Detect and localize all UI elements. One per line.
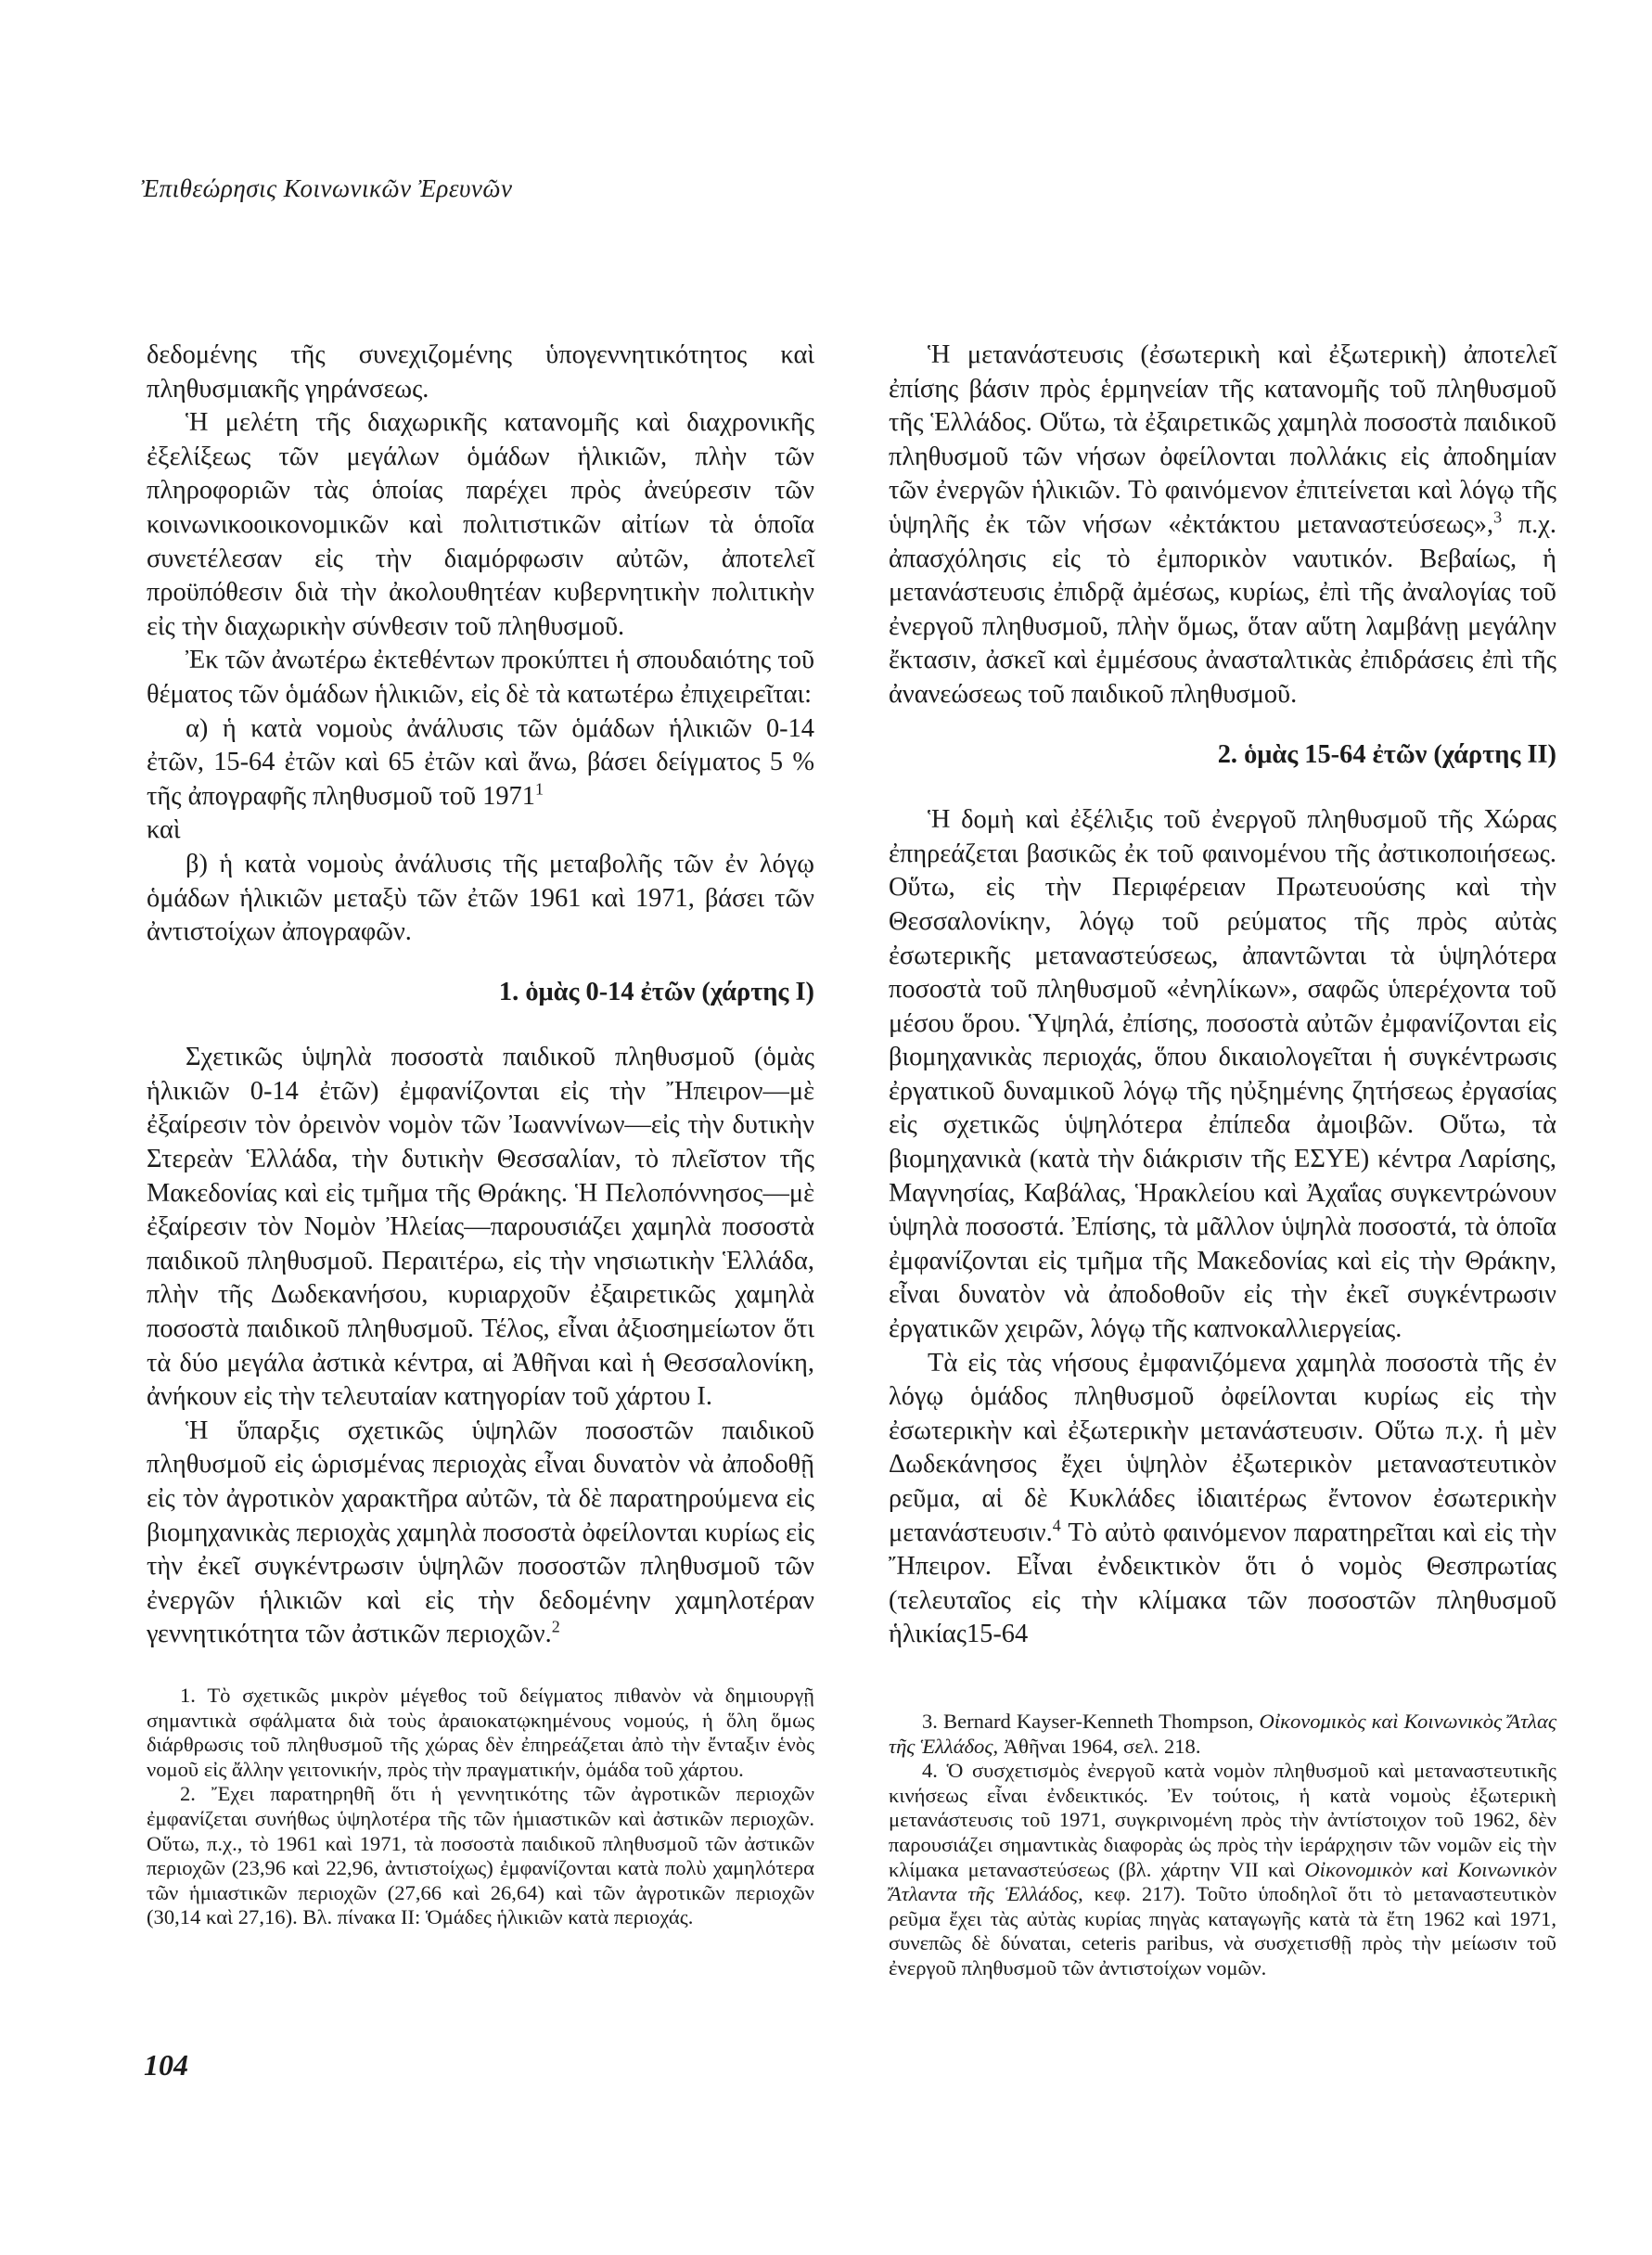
footnote: 1. Τὸ σχετικῶς μικρὸν μέγεθος τοῦ δείγματος πιθανὸν νὰ δημιουργῇ σημαντικὰ σφάλματα διὰ τοὺς ἀραιοκατῳκημένους νομούς, ἡ ὅλη ὅμως διάρθρωσις τοῦ πληθυσμοῦ τῆς χώρας δὲν ἐπηρεάζεται ἀπὸ τὴν ἔνταξιν ἑνὸς νομοῦ εἰς ἄλλην γειτονικήν, πρὸς τὴν πραγματικήν, ὁμάδα τοῦ χάρτου. xyxy=(147,1683,814,1781)
footnote-text: , Ἀθῆναι 1964, σελ. 218. xyxy=(992,1734,1201,1758)
footnote-text: 4. Ὁ συσχετισμὸς ἐνεργοῦ κατὰ νομὸν πληθυσμοῦ καὶ μεταναστευτικῆς κινήσεως εἶναι ἐνδεικτικός. Ἐν τούτοις, ἡ κατὰ νομοὺς ἐξωτερικὴ μετανάστευσις τοῦ 1971, συγκρινομένη πρὸς τὴν ἀντίστοιχον τοῦ 1962, δὲν παρουσιάζει σημαντικὰς διαφορὰς ὡς πρὸς τὴν ἱεράρχησιν τῶν νομῶν εἰς τὴν κλίμακα μεταναστεύσεως (βλ. χάρτην VII καὶ xyxy=(889,1759,1556,1881)
book-title: Οἰκονομικὸς καὶ Κοινωνικὸς Ἄτλας τῆς Ἑλλάδος xyxy=(889,1709,1556,1758)
book-title: Οἰκονομικὸν καὶ Κοινωνικὸν Ἄτλαντα τῆς Ἑλλάδος xyxy=(889,1857,1556,1906)
paragraph-text: π.χ. ἀπασχόλησις εἰς τὸ ἐμπορικὸν ναυτικόν. Βεβαίως, ἡ μετανάστευσις ἐπιδρᾷ ἀμέσως, κυρίως, ἐπὶ τῆς ἀναλογίας τοῦ ἐνεργοῦ πληθυσμοῦ, πλὴν ὅμως, ὅταν αὕτη λαμβάνῃ μεγάλην ἔκτασιν, ἀσκεῖ καὶ ἐμμέσους ἀνασταλτικὰς ἐπιδράσεις ἐπὶ τῆς ἀνανεώσεως τοῦ παιδικοῦ πληθυσμοῦ. xyxy=(889,509,1556,709)
paragraph xyxy=(889,1347,1556,1652)
paragraph-text: καὶ xyxy=(147,815,181,845)
footnote: 2. Ἔχει παρατηρηθῆ ὅτι ἡ γεννητικότης τῶν ἀγροτικῶν περιοχῶν ἐμφανίζεται συνήθως ὑψηλοτέρα τῆς τῶν ἡμιαστικῶν καὶ ἀστικῶν περιοχῶν. Οὕτω, π.χ., τὸ 1961 καὶ 1971, τὰ ποσοστὰ παιδικοῦ πληθυσμοῦ τῶν ἀστικῶν περιοχῶν (23,96 καὶ 22,96, ἀντιστοίχως) ἐμφανίζονται κατὰ πολὺ χαμηλότερα τῶν ἡμιαστικῶν περιοχῶν (27,66 καὶ 26,64) καὶ τῶν ἀγροτικῶν περιοχῶν (30,14 καὶ 27,16). Βλ. πίνακα ΙΙ: Ὁμάδες ἡλικιῶν κατὰ περιοχάς. xyxy=(147,1782,814,1929)
footnotes xyxy=(889,1710,1556,1981)
paragraph: β) ἡ κατὰ νομοὺς ἀνάλυσις τῆς μεταβολῆς τῶν ἐν λόγῳ ὁμάδων ἡλικιῶν μεταξὺ τῶν ἐτῶν 1961 καὶ 1971, βάσει τῶν ἀντιστοίχων ἀπογραφῶν. xyxy=(147,849,814,947)
paragraph: Ἡ δομὴ καὶ ἐξέλιξις τοῦ ἐνεργοῦ πληθυσμοῦ τῆς Χώρας ἐπηρεάζεται βασικῶς ἐκ τοῦ φαινομένου τῆς ἀστικοποιήσεως. Οὕτω, εἰς τὴν Περιφέρειαν Πρωτευούσης καὶ τὴν Θεσσαλονίκην, λόγῳ τοῦ ρεύματος τῆς πρὸς αὐτὰς ἐσωτερικῆς μεταναστεύσεως, ἀπαντῶνται τὰ ὑψηλότερα ποσοστὰ τοῦ πληθυσμοῦ «ἐνηλίκων», σαφῶς ὑπερέχοντα τοῦ μέσου ὅρου. Ὑψηλά, ἐπίσης, ποσοστὰ αὐτῶν ἐμφανίζονται εἰς βιομηχανικὰς περιοχάς, ὅπου δικαιολογεῖται ἡ συγκέντρωσις ἐργατικοῦ δυναμικοῦ λόγῳ τῆς ηὐξημένης ζητήσεως ἐργασίας εἰς σχετικῶς ὑψηλότερα ἐπίπεδα ἀμοιβῶν. Οὕτω, τὰ βιομηχανικὰ (κατὰ τὴν διάκρισιν τῆς ΕΣΥΕ) κέντρα Λαρίσης, Μαγνησίας, Καβάλας, Ἡρακλείου καὶ Ἀχαΐας συγκεντρώνουν ὑψηλὰ ποσοστά. Ἐπίσης, τὰ μᾶλλον ὑψηλὰ ποσοστά, τὰ ὁποῖα ἐμφανίζονται εἰς τμῆμα τῆς Μακεδονίας καὶ εἰς τὴν Θράκην, εἶναι δυνατὸν νὰ ἀποδοθοῦν εἰς τὴν ἐκεῖ συγκέντρωσιν ἐργατικῶν χειρῶν, λόγῳ τῆς καπνοκαλλιεργείας. xyxy=(889,805,1556,1344)
paragraph xyxy=(889,339,1556,712)
footnote-ref: 2 xyxy=(551,1617,560,1636)
footnote xyxy=(889,1710,1556,1759)
paragraph xyxy=(147,1415,814,1652)
footnote-text: , κεφ. 217). Τοῦτο ὑποδηλοῖ ὅτι τὸ μεταναστευτικὸν ρεῦμα ἔχει τὰς αὐτὰς κυρίας πηγὰς καταγωγῆς κατὰ τὰ ἔτη 1962 καὶ 1971, συνεπῶς δὲ δύναται, ceteris paribus, νὰ συσχετισθῇ πρὸς τὴν μείωσιν τοῦ ἐνεργοῦ πληθυσμοῦ τῶν ἀντιστοίχων νομῶν. xyxy=(889,1882,1556,1980)
page-number: 104 xyxy=(144,2048,188,2082)
right-column xyxy=(889,339,1556,1981)
paragraph-text: Ἡ μετανάστευσις (ἐσωτερικὴ καὶ ἐξωτερικὴ) ἀποτελεῖ ἐπίσης βάσιν πρὸς ἑρμηνείαν τῆς κατανομῆς τοῦ πληθυσμοῦ τῆς Ἑλλάδος. Οὕτω, τὰ ἐξαιρετικῶς χαμηλὰ ποσοστὰ παιδικοῦ πληθυσμοῦ τῶν νήσων ὀφείλονται πολλάκις εἰς ἀποδημίαν τῶν ἐνεργῶν ἡλικιῶν. Τὸ φαινόμενον ἐπιτείνεται καὶ λόγῳ τῆς ὑψηλῆς ἐκ τῶν νήσων «ἐκτάκτου μεταναστεύσεως», xyxy=(889,340,1556,539)
paragraph: Ἐκ τῶν ἀνωτέρω ἐκτεθέντων προκύπτει ἡ σπουδαιότης τοῦ θέματος τῶν ὁμάδων ἡλικιῶν, εἰς δὲ τὰ κατωτέρω ἐπιχειρεῖται: xyxy=(147,646,814,709)
paragraph: δεδομένης τῆς συνεχιζομένης ὑπογεννητικότητος καὶ πληθυσμιακῆς γηράνσεως. xyxy=(147,340,814,404)
journal-title: Ἐπιθεώρησις Κοινωνικῶν Ἐρευνῶν xyxy=(141,174,513,202)
paragraph: Ἡ μελέτη τῆς διαχωρικῆς κατανομῆς καὶ διαχρονικῆς ἐξελίξεως τῶν μεγάλων ὁμάδων ἡλικιῶν, πλὴν τῶν πληροφοριῶν τὰς ὁποίας παρέχει πρὸς ἀνεύρεσιν τῶν κοινωνικοοικονομικῶν καὶ πολιτιστικῶν αἰτίων τὰ ὁποῖα συνετέλεσαν εἰς τὴν διαμόρφωσιν αὐτῶν, ἀποτελεῖ προϋπόθεσιν διὰ τὴν ἀκολουθητέαν κυβερνητικὴν πολιτικὴν εἰς τὴν διαχωρικὴν σύνθεσιν τοῦ πληθυσμοῦ. xyxy=(147,408,814,641)
footnotes xyxy=(147,1684,814,1930)
paragraph: Σχετικῶς ὑψηλὰ ποσοστὰ παιδικοῦ πληθυσμοῦ (ὁμὰς ἡλικιῶν 0-14 ἐτῶν) ἐμφανίζονται εἰς τὴν Ἤπειρον—μὲ ἐξαίρεσιν τὸν ὀρεινὸν νομὸν τῶν Ἰωαννίνων—εἰς τὴν δυτικὴν Στερεὰν Ἑλλάδα, τὴν δυτικὴν Θεσσαλίαν, τὸ πλεῖστον τῆς Μακεδονίας καὶ εἰς τμῆμα τῆς Θράκης. Ἡ Πελοπόννησος—μὲ ἐξαίρεσιν τὸν Νομὸν Ἠλείας—παρουσιάζει χαμηλὰ ποσοστὰ παιδικοῦ πληθυσμοῦ. Περαιτέρω, εἰς τὴν νησιωτικὴν Ἑλλάδα, πλὴν τῆς Δωδεκανήσου, κυριαρχοῦν ἐξαιρετικῶς χαμηλὰ ποσοστὰ παιδικοῦ πληθυσμοῦ. Τέλος, εἶναι ἀξιοσημείωτον ὅτι τὰ δύο μεγάλα ἀστικὰ κέντρα, αἱ Ἀθῆναι καὶ ἡ Θεσσαλονίκη, ἀνήκουν εἰς τὴν τελευταίαν κατηγορίαν τοῦ χάρτου Ι. xyxy=(147,1043,814,1412)
paragraph-text: Τὸ αὐτὸ φαινόμενον παρατηρεῖται καὶ εἰς τὴν Ἤπειρον. Εἶναι ἐνδεικτικὸν ὅτι ὁ νομὸς Θεσπρωτίας (τελευταῖος εἰς τὴν κλίμακα τῶν ποσοστῶν πληθυσμοῦ ἡλικίας15-64 xyxy=(889,1518,1556,1649)
footnote-ref: 3 xyxy=(1493,507,1503,527)
section-heading: 2. ὁμὰς 15-64 ἐτῶν (χάρτης ΙΙ) xyxy=(1217,739,1556,769)
paragraph-text: α) ἡ κατὰ νομοὺς ἀνάλυσις τῶν ὁμάδων ἡλικιῶν 0-14 ἐτῶν, 15-64 ἐτῶν καὶ 65 ἐτῶν καὶ ἄνω, βάσει δείγματος 5 % τῆς ἀπογραφῆς πληθυσμοῦ τοῦ 1971 xyxy=(147,713,814,811)
footnote-text: 3. Bernard Kayser-Kenneth Thompson, xyxy=(922,1709,1260,1733)
footnote-ref: 4 xyxy=(1052,1516,1061,1535)
footnote xyxy=(889,1759,1556,1980)
paragraph-text: Τὰ εἰς τὰς νήσους ἐμφανιζόμενα χαμηλὰ ποσοστὰ τῆς ἐν λόγῳ ὁμάδος πληθυσμοῦ ὀφείλονται κυρίως εἰς τὴν ἐσωτερικὴν καὶ ἐξωτερικὴν μετανάστευσιν. Οὕτω π.χ. ἡ μὲν Δωδεκάνησος ἔχει ὑψηλὸν ἐξωτερικὸν μεταναστευτικὸν ρεῦμα, αἱ δὲ Κυκλάδες ἰδιαιτέρως ἔντονον ἐσωτερικὴν μετανάστευσιν. xyxy=(889,1348,1556,1547)
footnote-ref: 1 xyxy=(534,779,544,799)
left-column xyxy=(147,339,814,1930)
paragraph xyxy=(147,712,814,848)
section-heading: 1. ὁμὰς 0-14 ἐτῶν (χάρτης Ι) xyxy=(498,977,814,1006)
paragraph-text: Ἡ ὕπαρξις σχετικῶς ὑψηλῶν ποσοστῶν παιδικοῦ πληθυσμοῦ εἰς ὡρισμένας περιοχὰς εἶναι δυνατὸν νὰ ἀποδοθῇ εἰς τὸν ἀγροτικὸν χαρακτῆρα αὐτῶν, τὰ δὲ παρατηρούμενα εἰς βιομηχανικὰς περιοχὰς χαμηλὰ ποσοστὰ ὀφείλονται κυρίως εἰς τὴν ἐκεῖ συγκέντρωσιν ὑψηλῶν ποσοστῶν πληθυσμοῦ τῶν ἐνεργῶν ἡλικιῶν καὶ εἰς τὴν δεδομένην χαμηλοτέραν γεννητικότητα τῶν ἀστικῶν περιοχῶν. xyxy=(147,1416,814,1649)
